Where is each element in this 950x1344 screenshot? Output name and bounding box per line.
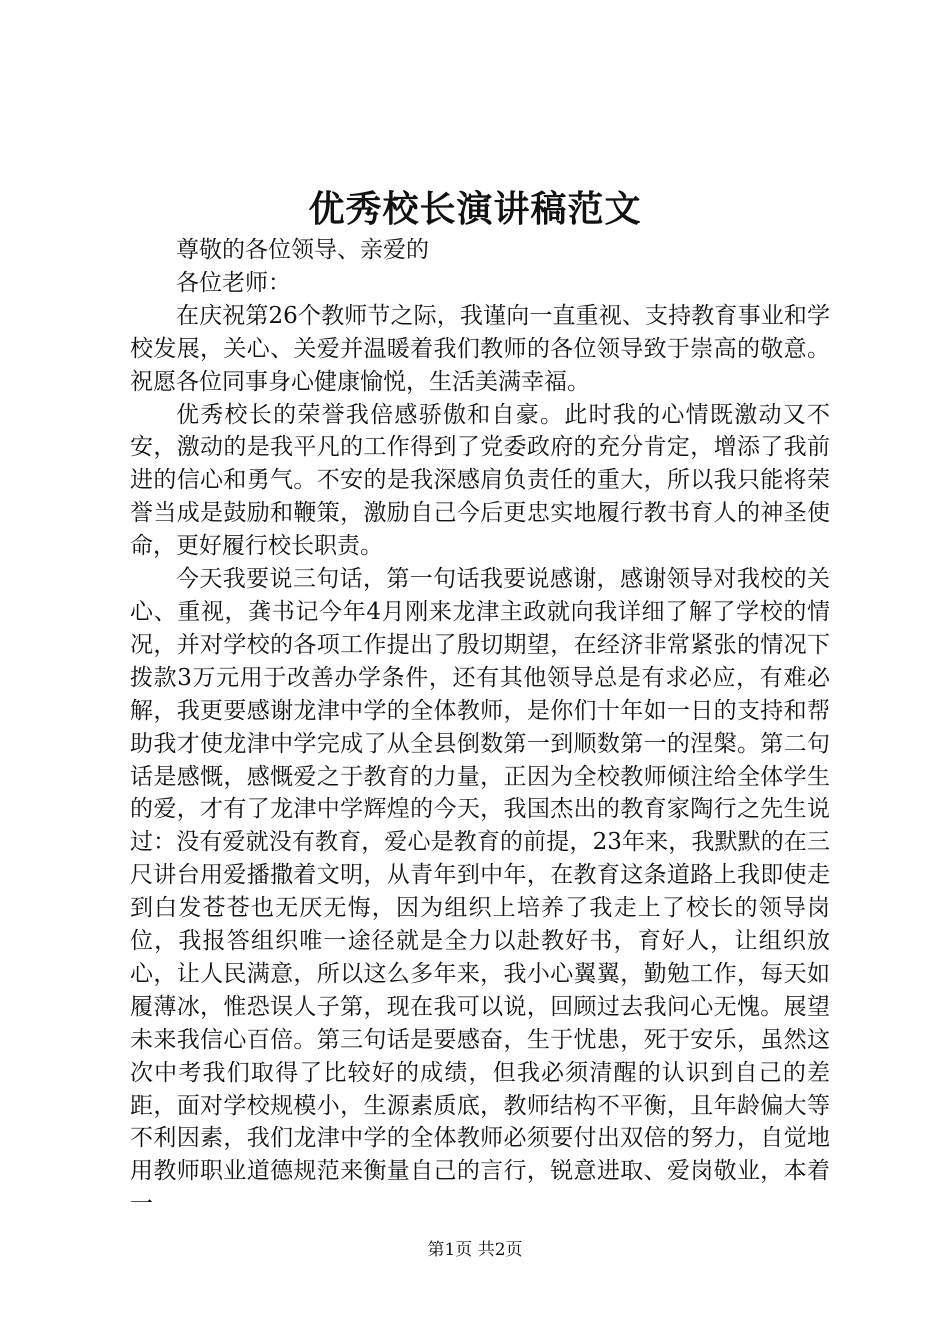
page-number-footer: 第1页 共2页 xyxy=(427,1240,523,1260)
salutation-line-2: 各位老师： xyxy=(176,269,291,296)
salutation-line-1: 尊敬的各位领导、亲爱的 xyxy=(176,237,429,263)
body-paragraph: 今天我要说三句话，第一句话我要说感谢，感谢领导对我校的关心、重视，龚书记今年4月刚来龙津主政就向我详细了解了学校的情况，并对学校的各项工作提出了殷切期望，在经济非常紧张的情况下拨款3万元用于改善办学条件，还有其他领导总是有求必应，有难必解，我更要感谢龙津中学的全体教师，是你们十年如一日的支持和帮助我才使龙津中学完成了从全县倒数第一到顺数第一的涅槃。第二句话是感慨，感慨爱之于教育的力量，正因为全校教师倾注给全体学生的爱，才有了龙津中学辉煌的今天，我国杰出的教育家陶行之先生说过：没有爱就没有教育，爱心是教育的前提，23年来，我默默的在三尺讲台用爱播撒着文明，从青年到中年，在教育这条道路上我即使走到白发苍苍也无厌无悔，因为组织上培养了我走上了校长的领导岗位，我报答组织唯一途径就是全力以赴教好书，育好人，让组织放心，让人民满意，所以这么多年来，我小心翼翼，勤勉工作，每天如履薄冰，惟恐误人子第，现在我可以说，回顾过去我问心无愧。展望未来我信心百倍。第三句话是要感奋，生于忧患，死于安乐，虽然这次中考我们取得了比较好的成绩，但我必须清醒的认识到自己的差距，面对学校规模小，生源素质底，教师结构不平衡，且年龄偏大等不利因素，我们龙津中学的全体教师必须要付出双倍的努力，自觉地用教师职业道德规范来衡量自己的言行，锐意进取、爱岗敬业，本着一 xyxy=(130,566,830,1218)
body-paragraph: 优秀校长的荣誉我倍感骄傲和自豪。此时我的心情既激动又不安，激动的是我平凡的工作得到了党委政府的充分肯定，增添了我前进的信心和勇气。不安的是我深感肩负责任的重大，所以我只能将荣誉当成是鼓励和鞭策，激励自己今后更忠实地履行教书育人的神圣使命，更好履行校长职责。 xyxy=(130,401,830,560)
document-title: 优秀校长演讲稿范文 xyxy=(308,188,642,230)
document-body xyxy=(130,234,830,1221)
body-paragraph: 在庆祝第26个教师节之际，我谨向一直重视、支持教育事业和学校发展，关心、关爱并温暖着我们教师的各位领导致于崇高的敬意。祝愿各位同事身心健康愉悦，生活美满幸福。 xyxy=(130,302,830,395)
